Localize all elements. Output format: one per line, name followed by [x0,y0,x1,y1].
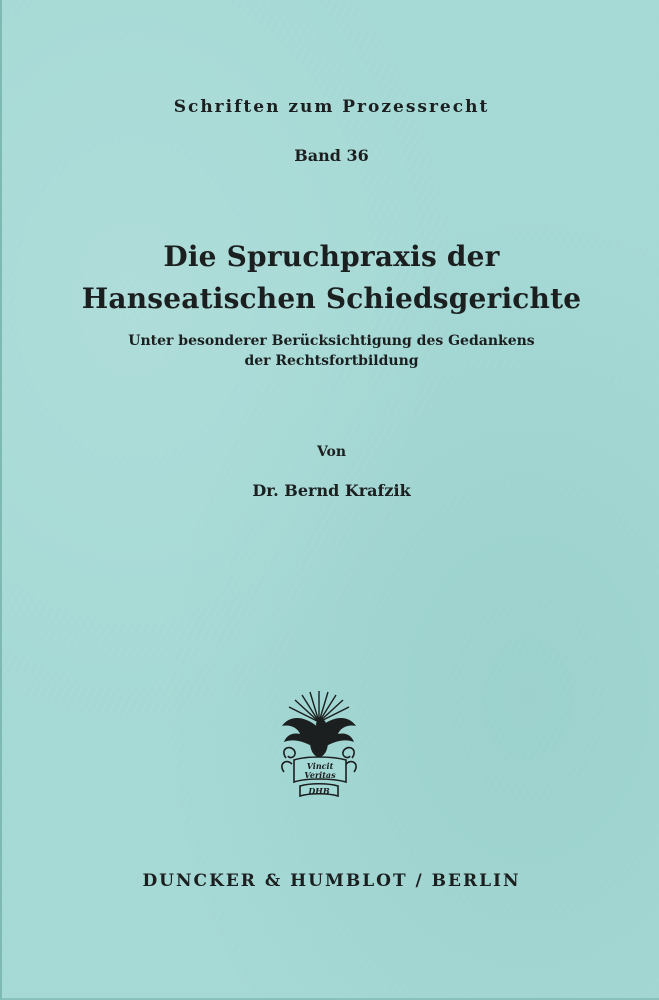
emblem-initials: DHB [308,786,330,796]
emblem-motto-line-2: Veritas [304,770,336,780]
subtitle-line-1: Unter besonderer Berücksichtigung des Gedankens [128,333,535,349]
publisher-eagle-emblem-icon [276,688,362,800]
author-name: Dr. Bernd Krafzik [252,481,411,500]
emblem-motto-line-1: Vincit [306,761,334,771]
publisher-name: DUNCKER & HUMBLOT / BERLIN [142,871,521,891]
volume-number: Band 36 [294,146,369,165]
by-label: Von [316,444,347,460]
book-title-line-2: Hanseatischen Schiedsgerichte [81,282,582,315]
book-title-line-1: Die Spruchpraxis der [163,240,500,273]
subtitle-line-2: der Rechtsfortbildung [244,353,419,369]
series-title: Schriften zum Prozessrecht [173,97,490,117]
